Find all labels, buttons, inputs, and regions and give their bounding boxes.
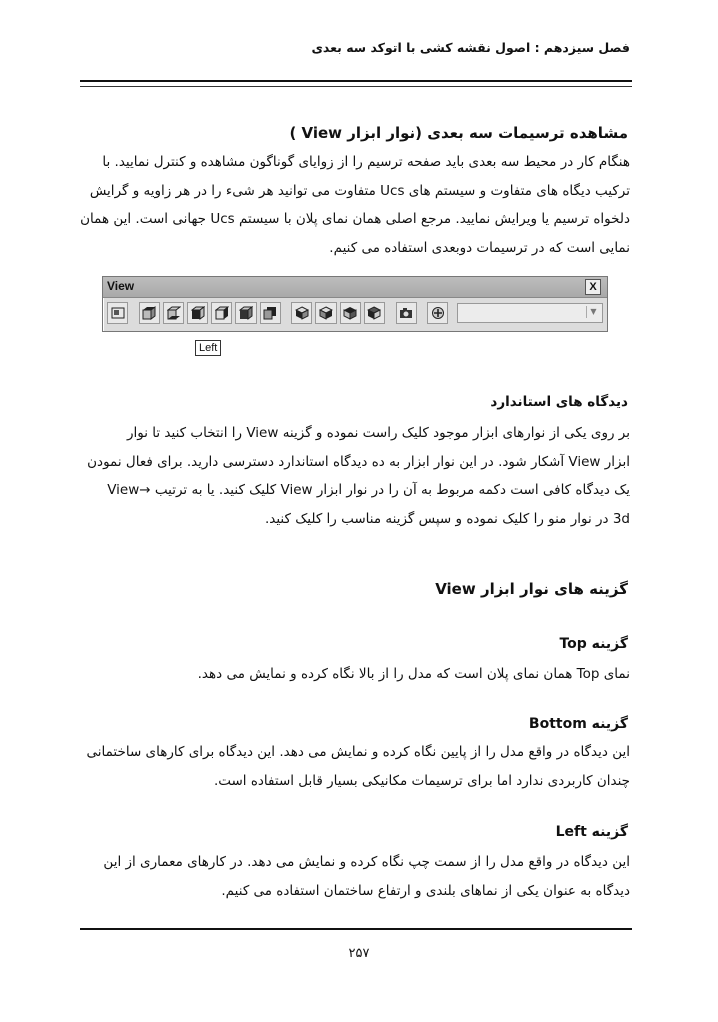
paragraph-line: یک دیدگاه کافی است دکمه مربوط به آن را در نوار ابزار View کلیک کنید. یا به ترتیب →View bbox=[107, 482, 630, 498]
top-view-button[interactable] bbox=[139, 302, 160, 324]
create-camera-button[interactable] bbox=[427, 302, 448, 324]
option-heading-bottom: گزینه Bottom bbox=[528, 716, 628, 732]
left-view-button[interactable] bbox=[187, 302, 208, 324]
paragraph-line: این دیدگاه در واقع مدل را از سمت چپ نگاه کرده و نمایش می دهد. در کارهای معماری از این bbox=[103, 854, 630, 870]
page-number: ۲۵۷ bbox=[348, 946, 370, 961]
view-dropdown[interactable] bbox=[457, 303, 603, 323]
header-rule-thin bbox=[80, 86, 632, 87]
header-rule bbox=[80, 80, 632, 82]
create-camera-icon bbox=[431, 306, 445, 320]
paragraph-line: این دیدگاه در واقع مدل را از پایین نگاه کرده و نمایش می دهد. این دیدگاه برای کارهای ساختمانی bbox=[86, 744, 630, 760]
paragraph-line: هنگام کار در محیط سه بعدی باید صفحه ترسیم را از زوایای گوناگون مشاهده و کنترل نمایید. با bbox=[102, 154, 630, 170]
option-bottom-paragraph bbox=[78, 738, 630, 795]
toolbar-buttons bbox=[107, 301, 603, 325]
nw-isometric-icon bbox=[367, 306, 381, 320]
toolbar-titlebar[interactable] bbox=[103, 277, 607, 298]
chevron-down-icon: ▼ bbox=[586, 306, 600, 318]
section-heading-standard-views: دیدگاه های استاندارد bbox=[490, 394, 628, 410]
ne-isometric-icon bbox=[343, 306, 357, 320]
view-toolbar bbox=[102, 276, 608, 332]
section-heading-toolbar-options: گزینه های نوار ابزار View bbox=[435, 580, 628, 598]
option-left-paragraph bbox=[78, 848, 630, 905]
se-isometric-button[interactable] bbox=[315, 302, 336, 324]
paragraph-line: دلخواه ترسیم یا ویرایش نمایید. مرجع اصلی همان نمای پلان با سیستم Ucs جهانی است. این همان bbox=[80, 211, 630, 227]
chapter-title: فصل سیزدهم : اصول نقشه کشی با اتوکد سه بعدی bbox=[311, 40, 630, 55]
intro-paragraph bbox=[78, 148, 630, 262]
paragraph-line: چندان کاربردی ندارد اما برای ترسیمات مکانیکی بسیار قابل استفاده است. bbox=[213, 772, 630, 789]
top-view-icon bbox=[142, 306, 156, 320]
paragraph-line: دیدگاه به عنوان یکی از نماهای بلندی و ارتفاع ساختمان استفاده می کنیم. bbox=[221, 882, 630, 899]
bottom-view-icon bbox=[167, 306, 181, 320]
right-view-button[interactable] bbox=[211, 302, 232, 324]
option-heading-top: گزینه Top bbox=[559, 636, 628, 652]
paragraph-line: بر روی یکی از نوارهای ابزار موجود کلیک راست نموده و گزینه View را انتخاب کنید تا نوار bbox=[126, 425, 630, 441]
sw-isometric-icon bbox=[295, 306, 309, 320]
right-view-icon bbox=[215, 306, 229, 320]
paragraph-line: نمایی است که در ترسیمات دوبعدی استفاده می کنیم. bbox=[329, 239, 630, 256]
nw-isometric-button[interactable] bbox=[364, 302, 385, 324]
back-view-button[interactable] bbox=[260, 302, 281, 324]
named-views-icon bbox=[111, 306, 125, 320]
standard-views-paragraph bbox=[78, 419, 630, 533]
bottom-view-button[interactable] bbox=[163, 302, 184, 324]
left-view-icon bbox=[191, 306, 205, 320]
paragraph-line: نمای Top همان نمای پلان است که مدل را از بالا نگاه کرده و نمایش می دهد. bbox=[197, 666, 630, 682]
option-heading-left: گزینه Left bbox=[555, 824, 628, 840]
se-isometric-icon bbox=[319, 306, 333, 320]
camera-icon bbox=[399, 306, 413, 320]
sw-isometric-button[interactable] bbox=[291, 302, 312, 324]
paragraph-line: ترکیب دیگاه های متفاوت و سیستم های Ucs متفاوت می توانید هر شیء را در هر زاویه و گرایش bbox=[89, 182, 630, 199]
ne-isometric-button[interactable] bbox=[340, 302, 361, 324]
paragraph-line: 3d در نوار منو را کلیک نموده و سپس گزینه مناسب را کلیک کنید. bbox=[264, 510, 630, 527]
back-view-icon bbox=[263, 306, 277, 320]
paragraph-line: ابزار View آشکار شود. در این نوار ابزار به ده دیدگاه استاندارد دسترسی دارید. برای فعال نمودن bbox=[87, 453, 630, 470]
tooltip: Left bbox=[195, 340, 221, 356]
front-view-icon bbox=[239, 306, 253, 320]
toolbar-title: View bbox=[107, 279, 135, 293]
close-button[interactable]: X bbox=[585, 279, 601, 295]
front-view-button[interactable] bbox=[235, 302, 256, 324]
section-heading-view-toolbar: مشاهده ترسیمات سه بعدی (نوار ابزار View ) bbox=[289, 124, 628, 142]
named-views-button[interactable] bbox=[107, 302, 128, 324]
camera-button[interactable] bbox=[396, 302, 417, 324]
option-top-paragraph bbox=[78, 660, 630, 689]
footer-rule bbox=[80, 928, 632, 930]
